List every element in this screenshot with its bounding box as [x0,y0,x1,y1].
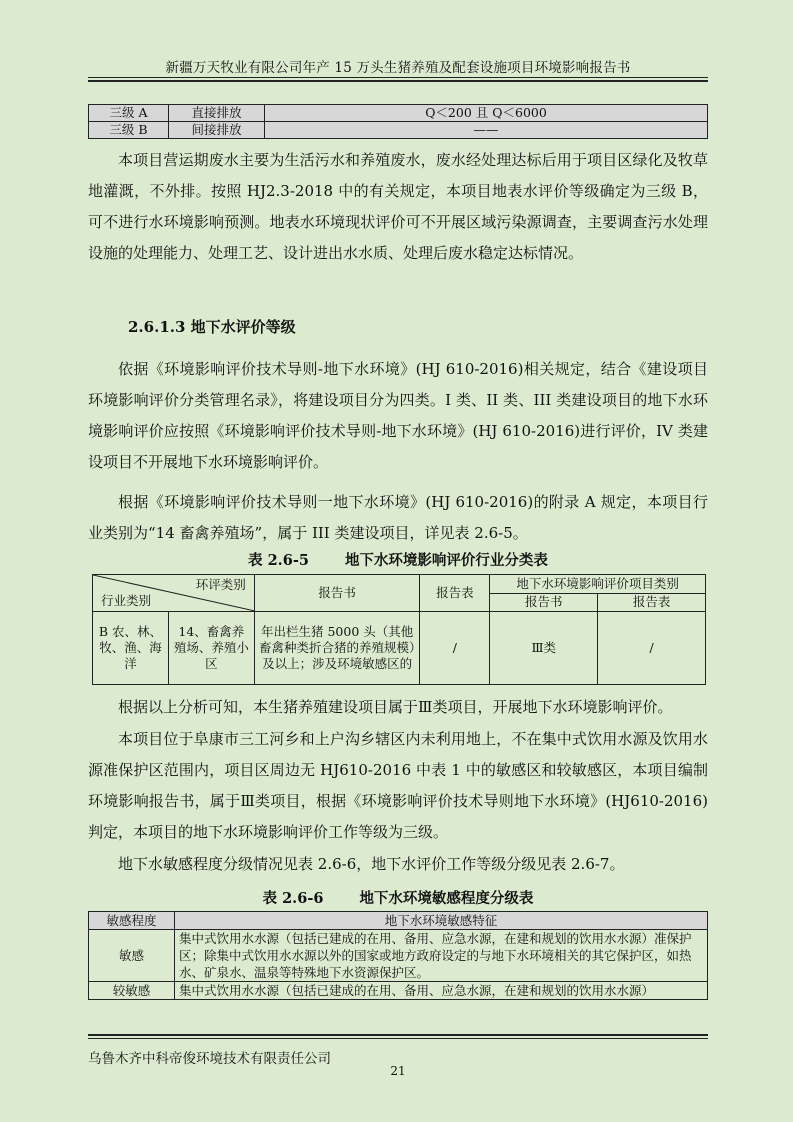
table-row [93,612,706,685]
page-number: 21 [390,1064,406,1078]
paragraph-surface-water: 本项目营运期废水主要为生活污水和养殖废水，废水经处理达标后用于项目区绿化及牧草地灌溉，不外排。按照 HJ2.3-2018 中的有关规定，本项目地表水评价等级确定为三级 B，可不进行水环境影响预测。地表水环境现状评价可不开展区域污染源调查，主要调查污水处理设施的处理能力、处理工艺、设计进出水水质、处理后废水稳定达标情况。 [88,151,708,262]
caption-title: 地下水环境敏感程度分级表 [359,890,534,907]
paragraph-analysis: 根据以上分析可知，本生猪养殖建设项目属于Ⅲ类项目，开展地下水环境影响评价。 [118,698,673,716]
diag-top-label: 环评类别 [195,577,246,592]
table-cell: Q＜200 且 Q＜6000 [265,105,708,122]
footer-rule [88,1038,708,1039]
column-header: 地下水环境影响评价项目类别 [490,575,706,594]
paragraph-gw-category: 根据《环境影响评价技术导则一地下水环境》(HJ 610-2016)的附录 A 规定，本项目行业类别为“14 畜禽养殖场”，属于 III 类建设项目，详见表 2.6-5。 [88,493,708,542]
table-cell: 敏感 [89,930,175,982]
table-cell: 三级 A [89,105,169,122]
caption-number: 表 2.6-5 [248,552,309,569]
table-row [89,122,708,139]
footer-rule-thick [88,1034,708,1036]
table-cell: 年出栏生猪 5000 头（其他畜禽种类折合猪的养殖规模）及以上；涉及环境敏感区的 [254,612,420,685]
table-cell: 直接排放 [169,105,265,122]
table-cell: Ⅲ类 [490,612,598,685]
table-cell: 较敏感 [89,982,175,1000]
table-cell: 间接排放 [169,122,265,139]
diag-bottom-label: 行业类别 [101,593,152,608]
table-cell: / [598,612,706,685]
section-heading: 2.6.1.3 地下水评价等级 [128,318,296,336]
paragraph-location: 本项目位于阜康市三工河乡和上户沟乡辖区内未利用地上，不在集中式饮用水源及饮用水源准保护区范围内，项目区周边无 HJ610-2016 中表 1 中的敏感区和较敏感区，本项目编制环境影响报告书，属于Ⅲ类项目，根据《环境影响评价技术导则地下水环境》(HJ610-2016) 判定，本项目的地下水环境影响评价工作等级为三级。 [88,730,708,841]
table-cell: / [420,612,490,685]
table-caption [88,887,708,908]
header-rule-thick [88,80,708,82]
industry-classification-table [92,574,706,685]
paragraph-reference: 地下水敏感程度分级情况见表 2.6-6，地下水评价工作等级分级见表 2.6-7。 [118,855,625,873]
column-header: 地下水环境敏感特征 [175,912,708,930]
column-header: 报告书 [254,575,420,612]
caption-number: 表 2.6-6 [262,890,324,907]
column-header: 敏感程度 [89,912,175,930]
water-level-table [88,104,708,139]
footer-company: 乌鲁木齐中科帝俊环境技术有限责任公司 [88,1051,331,1067]
table-cell: 三级 B [89,122,169,139]
paragraph-gw-method: 依据《环境影响评价技术导则-地下水环境》(HJ 610-2016)相关规定，结合《建设项目环境影响评价分类管理名录》，将建设项目分为四类。I 类、II 类、III 类建设项目的地下水环境影响评价应按照《环境影响评价技术导则-地下水环境》(HJ 610-2016)进行评价，IV 类建设项目不开展地下水环境影响评价。 [88,360,708,471]
diagonal-header-cell [93,575,255,612]
table-row [89,982,708,1000]
page-header: 新疆万天牧业有限公司年产 15 万头生猪养殖及配套设施项目环境影响报告书 [165,60,631,76]
table-caption [88,549,708,570]
sensitivity-table [88,911,708,1000]
table-cell: 14、畜禽养殖场、养殖小区 [168,612,254,685]
column-header: 报告表 [420,575,490,612]
column-header: 报告表 [598,593,706,612]
table-cell: —— [265,122,708,139]
table-row [89,930,708,982]
table-row [89,105,708,122]
header-rule [88,77,708,78]
caption-title: 地下水环境影响评价行业分类表 [344,552,548,569]
column-header: 报告书 [490,593,598,612]
table-cell: 集中式饮用水水源（包括已建成的在用、备用、应急水源，在建和规划的饮用水水源） [175,982,708,1000]
table-cell: 集中式饮用水水源（包括已建成的在用、备用、应急水源，在建和规划的饮用水水源）准保护区；除集中式饮用水水源以外的国家或地方政府设定的与地下水环境相关的其它保护区，如热水、矿泉水、温泉等特殊地下水资源保护区。 [175,930,708,982]
table-header-row [89,912,708,930]
table-cell: B 农、林、牧、渔、海洋 [93,612,169,685]
